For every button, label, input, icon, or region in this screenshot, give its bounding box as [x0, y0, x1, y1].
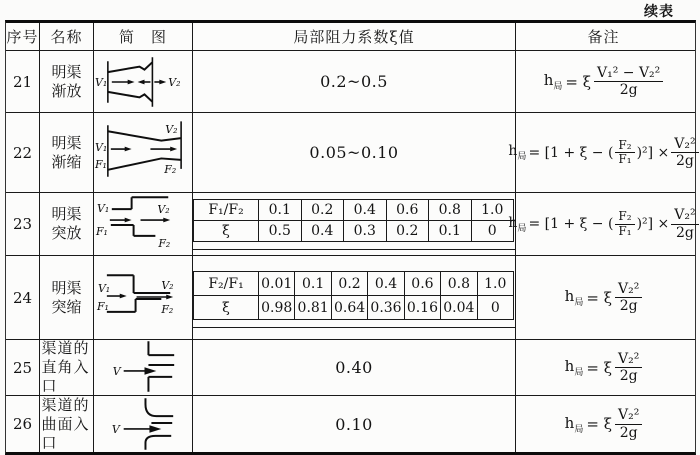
f2-label: F₂ — [164, 162, 177, 176]
formula-h: $h_局$ — [564, 413, 584, 435]
v1-label: V₁ — [94, 75, 108, 89]
f1-label: F₁ — [96, 299, 109, 313]
f1-label: F₁ — [94, 157, 107, 171]
name-line: 口 — [41, 377, 58, 395]
fraction-ratio: $\frac{\text{F₂}}{\text{F₁}}$ — [615, 139, 634, 166]
ratio-header: F₂/F₁ — [208, 275, 244, 292]
name-line: 渐缩 — [51, 152, 82, 171]
diagram-right-angle-inlet — [93, 340, 192, 395]
table-row — [6, 255, 695, 339]
xi-value: 0.36 — [367, 295, 403, 319]
row-no: 26 — [12, 415, 33, 433]
xi-header: ξ — [194, 220, 258, 241]
name-line: 渐放 — [51, 81, 82, 100]
ratio-value: 0.6 — [386, 200, 429, 220]
formula-pre: = [1 + ξ − ( — [528, 216, 614, 232]
fraction-ratio: $\frac{\text{F₂}}{\text{F₁}}$ — [615, 210, 634, 237]
row-name — [39, 51, 93, 112]
formula-post: )²] × — [636, 144, 670, 161]
table-header-row — [6, 23, 695, 50]
formula-h: $h_局$ — [543, 71, 563, 92]
name-line: 明渠 — [51, 133, 82, 152]
fraction: $\frac{\text{V₂²}}{2g}$ — [671, 207, 698, 240]
gradual-contraction-icon — [94, 113, 192, 192]
ratio-value: 0.8 — [440, 272, 476, 295]
name-line: 明渠 — [51, 205, 82, 223]
right-angle-inlet-icon — [94, 340, 192, 395]
ratio-value: 1.0 — [471, 200, 514, 220]
divider — [193, 249, 515, 250]
diagram-sudden-expansion — [93, 193, 192, 255]
ratio-value: 0.4 — [343, 200, 386, 220]
row-name — [39, 256, 93, 339]
table-row — [6, 395, 695, 452]
f2-label: F₂ — [158, 236, 171, 250]
resistance-coefficient-table — [5, 20, 696, 455]
ratio-header: F₁/F₂ — [208, 202, 244, 218]
formula-eq: = ξ — [586, 288, 612, 307]
name-line: 口 — [41, 433, 58, 452]
row-no: 25 — [12, 358, 33, 377]
remark-formula — [515, 51, 691, 112]
header-cell-coeff: 局部阻力系数ξ值 — [192, 23, 515, 50]
f1-label: F₁ — [95, 224, 108, 238]
formula-h: $h_局$ — [564, 287, 584, 308]
ratio-value: 0.2 — [331, 272, 367, 295]
name-line: 曲面入 — [41, 414, 90, 433]
formula-eq: = ξ — [586, 358, 612, 377]
ratio-value: 0.01 — [258, 272, 294, 295]
ratio-value: 0.1 — [294, 272, 330, 295]
diagram-sudden-contraction — [93, 256, 192, 339]
xi-value: 0.64 — [331, 295, 367, 319]
diagram-gradual-expansion — [93, 51, 192, 112]
formula-pre: = [1 + ξ − ( — [528, 144, 614, 161]
v2-label: V₂ — [161, 279, 174, 293]
name-line: 明渠 — [51, 62, 82, 81]
ratio-value: 0.1 — [258, 200, 301, 220]
name-line: 突放 — [51, 224, 82, 242]
row-no: 21 — [12, 72, 33, 91]
xi-value: 0.2 — [386, 220, 429, 241]
f2-label: F₂ — [161, 302, 174, 316]
v2-label: V₂ — [168, 75, 181, 89]
table-row — [6, 339, 695, 395]
row-name — [39, 193, 93, 255]
table-row — [6, 112, 695, 192]
ratio-table — [193, 271, 514, 320]
formula-eq: = ξ — [565, 72, 591, 91]
name-line: 直角入 — [41, 358, 90, 376]
v1-label: V₁ — [94, 141, 108, 155]
coeff-value: 0.10 — [192, 396, 515, 452]
remark-formula — [508, 193, 696, 255]
remark-formula — [515, 396, 691, 452]
ratio-value: 0.2 — [301, 200, 344, 220]
fraction: $\frac{\text{V₁² − V₂²}}{2g}$ — [594, 65, 663, 98]
remark-formula — [515, 340, 691, 395]
xi-header: ξ — [194, 295, 258, 319]
continued-table-label: 续表 — [644, 4, 674, 20]
v1-label: V₁ — [97, 282, 111, 296]
fraction: $\frac{\text{V₂²}}{2g}$ — [671, 136, 698, 169]
sudden-expansion-icon — [94, 193, 192, 255]
name-line: 渠道的 — [41, 339, 90, 357]
xi-value: 0.04 — [440, 295, 476, 319]
coeff-table-cell — [192, 256, 515, 339]
diagram-gradual-contraction — [93, 113, 192, 192]
row-name — [39, 340, 93, 395]
gradual-expansion-icon — [94, 51, 192, 112]
header-cell-no: 序号 — [6, 28, 39, 46]
row-name — [39, 396, 93, 452]
v2-label: V₂ — [157, 203, 170, 217]
xi-value: 0.16 — [404, 295, 440, 319]
formula-h: $h_局$ — [508, 143, 527, 162]
ratio-value: 0.6 — [404, 272, 440, 295]
ratio-table — [193, 199, 514, 242]
coeff-value: 0.2~0.5 — [192, 51, 515, 112]
xi-value: 0.81 — [294, 295, 330, 319]
row-no: 23 — [12, 215, 33, 233]
v-label: V — [111, 422, 120, 436]
remark-formula — [508, 113, 696, 192]
coeff-value: 0.05~0.10 — [192, 113, 515, 192]
fraction: $\frac{\text{V₂²}}{2g}$ — [615, 281, 642, 314]
coeff-table-cell — [192, 193, 515, 255]
xi-value: 0 — [471, 220, 514, 241]
xi-value: 0.5 — [258, 220, 301, 241]
ratio-value: 0.4 — [367, 272, 403, 295]
ratio-value: 0.8 — [428, 200, 471, 220]
divider — [193, 327, 515, 328]
fraction: $\frac{\text{V₂²}}{2g}$ — [615, 407, 642, 440]
fraction: $\frac{\text{V₂²}}{2g}$ — [615, 351, 642, 384]
v1-label: V₁ — [96, 202, 110, 216]
coeff-value: 0.40 — [192, 340, 515, 395]
sudden-contraction-icon — [94, 256, 192, 339]
diagram-curved-inlet — [93, 396, 192, 452]
v2-label: V₂ — [165, 123, 178, 137]
header-cell-diagram: 简 图 — [93, 23, 192, 50]
xi-value: 0.98 — [258, 295, 294, 319]
row-no: 22 — [12, 143, 33, 162]
table-row — [6, 50, 695, 112]
formula-h: $h_局$ — [508, 214, 527, 234]
header-cell-remark: 备注 — [515, 23, 691, 50]
xi-value: 0.4 — [301, 220, 344, 241]
formula-post: )²] × — [636, 216, 670, 232]
row-name — [39, 113, 93, 192]
header-cell-name: 名称 — [39, 23, 93, 50]
v-label: V — [112, 364, 121, 378]
formula-h: $h_局$ — [564, 357, 584, 378]
row-no: 24 — [12, 288, 33, 307]
formula-eq: = ξ — [586, 415, 612, 433]
name-line: 渠道的 — [41, 395, 90, 414]
table-row — [6, 192, 695, 255]
remark-formula — [515, 256, 691, 339]
curved-inlet-icon — [94, 396, 192, 452]
xi-value: 0 — [477, 295, 513, 319]
xi-value: 0.3 — [343, 220, 386, 241]
name-line: 突缩 — [51, 297, 82, 316]
xi-value: 0.1 — [428, 220, 471, 241]
ratio-value: 1.0 — [477, 272, 513, 295]
name-line: 明渠 — [51, 278, 82, 297]
